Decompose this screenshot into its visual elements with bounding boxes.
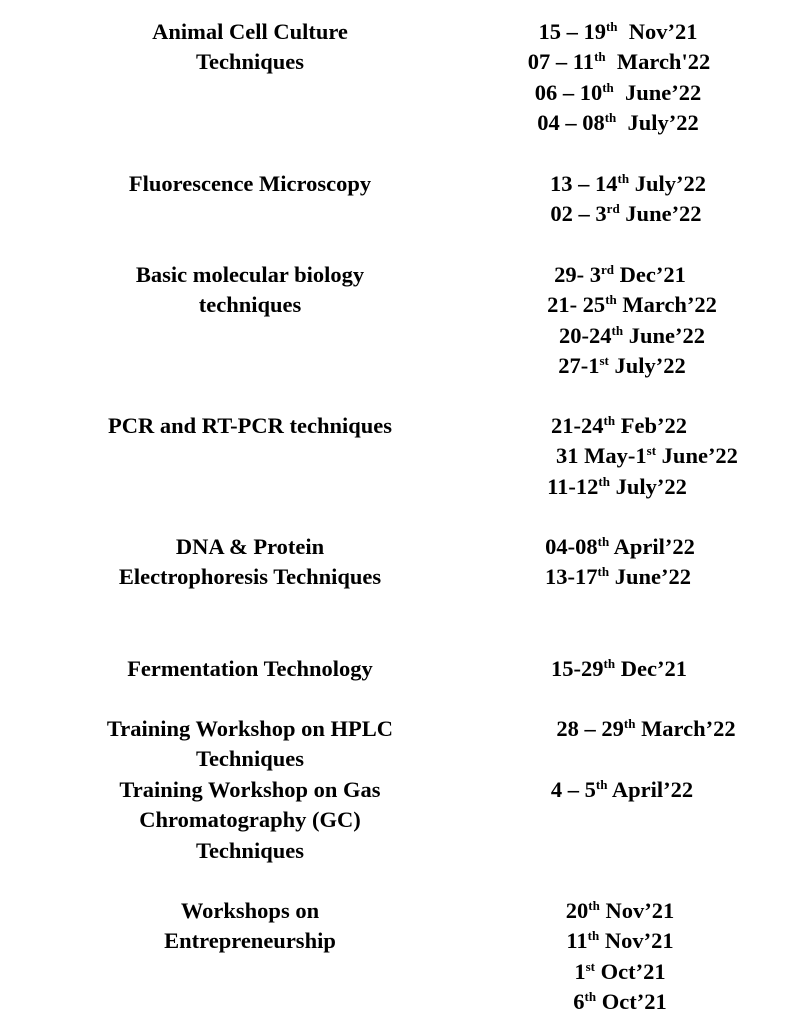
course-entrepreneurship-workshops [164, 896, 336, 957]
course-line: DNA & Protein [175, 534, 325, 559]
date-line: 29- 3rd Dec’21 [554, 262, 686, 287]
course-line: Entrepreneurship [164, 928, 336, 954]
date-line: 1st Oct’21 [574, 958, 666, 984]
course-fluorescence-microscopy [129, 169, 371, 199]
course-basic-molecular-biology [136, 260, 364, 321]
course-line: Techniques [196, 746, 304, 772]
course-gc-workshop [119, 775, 380, 866]
dates-dna-protein-electrophoresis [545, 532, 695, 593]
course-hplc-workshop [107, 714, 393, 775]
dates-fluorescence-microscopy [542, 169, 706, 230]
date-line: 20th Nov’21 [565, 898, 675, 923]
course-dna-protein-electrophoresis [119, 532, 381, 593]
date-line: 6th Oct’21 [573, 989, 667, 1015]
date-line: 31 May-1st June’22 [556, 443, 738, 469]
course-line: Chromatography (GC) [139, 807, 361, 833]
date-line: 27-1st July’22 [558, 353, 686, 379]
dates-entrepreneurship-workshops [566, 896, 674, 1018]
course-pcr-rt-pcr [108, 411, 392, 441]
date-line: 15-29th Dec’21 [551, 656, 687, 681]
course-line: Techniques [196, 49, 304, 75]
date-line: 13-17th June’22 [545, 564, 691, 590]
date-line: 21- 25th March’22 [547, 292, 717, 318]
date-line: 21-24th Feb’22 [551, 413, 687, 438]
dates-hplc-workshop [530, 714, 736, 744]
date-line: 11-12th July’22 [547, 473, 687, 499]
date-line: 04-08th April’22 [545, 534, 695, 559]
course-line: Techniques [196, 837, 304, 863]
course-line: PCR and RT-PCR techniques [107, 413, 393, 438]
dates-animal-cell-culture [529, 17, 711, 139]
course-line: Fluorescence Microscopy [128, 171, 372, 196]
date-line: 28 – 29th March’22 [556, 716, 736, 741]
course-line: Workshops on [180, 898, 320, 923]
date-line: 4 – 5th April’22 [550, 777, 694, 802]
course-fermentation-technology [127, 654, 373, 684]
course-line: techniques [198, 292, 302, 318]
date-line: 07 – 11th March'22 [527, 49, 711, 75]
dates-fermentation-technology [552, 654, 688, 684]
dates-basic-molecular-biology [535, 260, 717, 382]
course-animal-cell-culture [152, 17, 348, 78]
date-line: 04 – 08th July’22 [537, 110, 699, 136]
date-line: 06 – 10th June’22 [534, 79, 702, 105]
date-line: 15 – 19th Nov’21 [538, 19, 698, 44]
course-line: Basic molecular biology [135, 262, 365, 287]
date-line: 11th Nov’21 [566, 928, 674, 954]
course-line: Electrophoresis Techniques [118, 564, 382, 590]
course-line: Fermentation Technology [127, 656, 373, 681]
course-line: Animal Cell Culture [152, 19, 348, 44]
dates-pcr-rt-pcr [529, 411, 738, 502]
course-line: Training Workshop on HPLC [106, 716, 394, 741]
course-line: Training Workshop on Gas [119, 777, 381, 802]
date-line: 20-24th June’22 [559, 322, 705, 348]
dates-gc-workshop [549, 775, 694, 805]
date-line: 13 – 14th July’22 [550, 171, 706, 196]
date-line: 02 – 3rd June’22 [550, 201, 702, 227]
